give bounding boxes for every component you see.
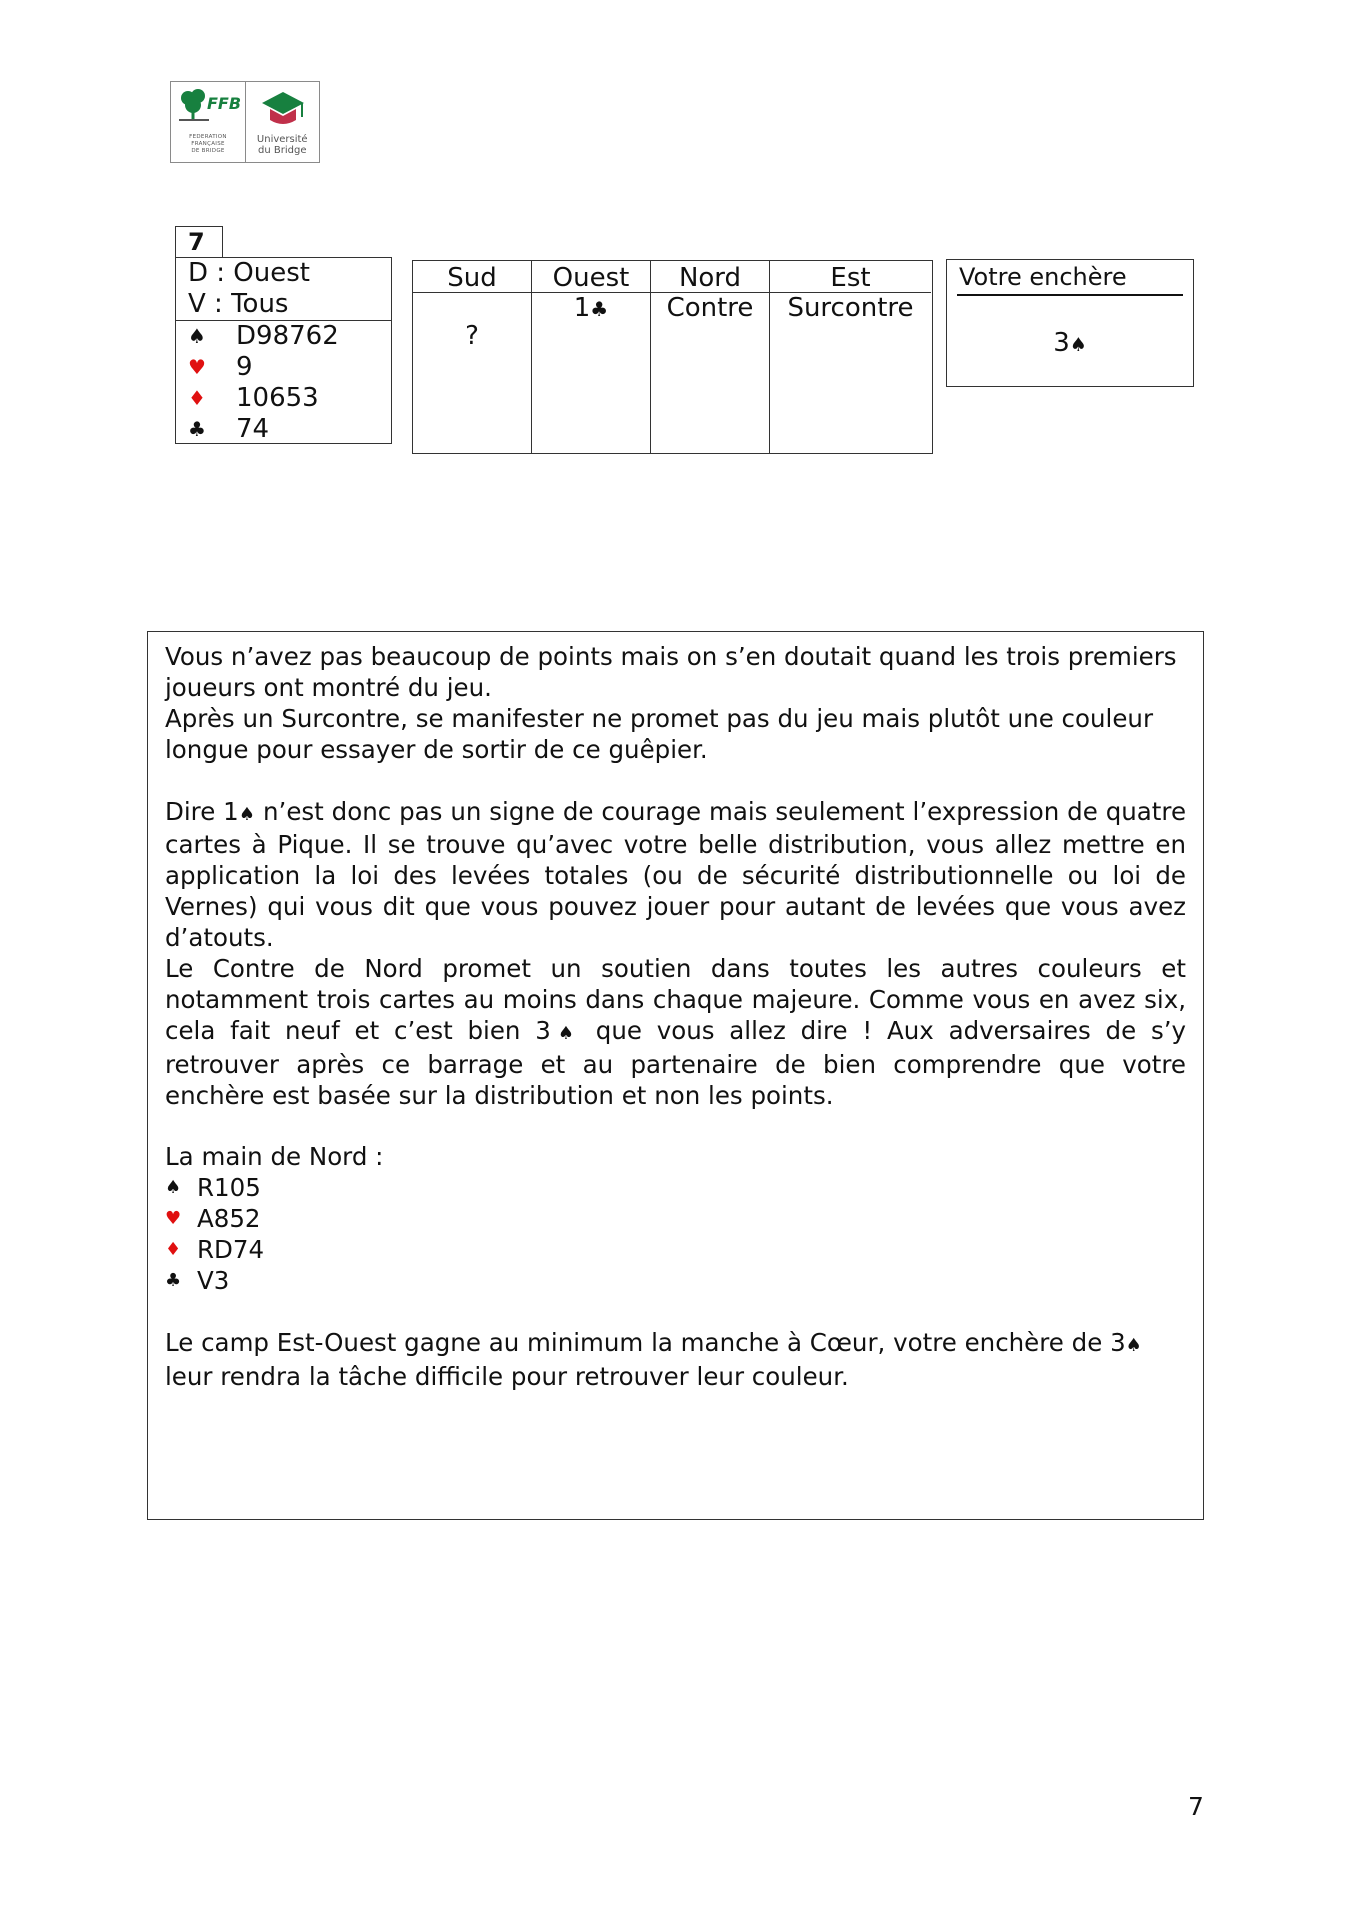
- ffb-logo: [170, 81, 320, 163]
- club-icon: ♣: [188, 417, 206, 441]
- universite-text: [246, 134, 320, 156]
- votre-enchere-title: Votre enchère: [959, 263, 1127, 291]
- south-hand-box: [175, 257, 392, 444]
- nord-hand-row: [165, 1204, 1186, 1235]
- hand-row-hearts: [176, 352, 391, 383]
- bid-ouest-level: 1: [573, 293, 591, 323]
- bid-nord: Contre: [666, 293, 754, 323]
- page-number: 7: [1188, 1792, 1204, 1821]
- bid-header-est: Est: [770, 261, 931, 293]
- hand-cards: [176, 321, 391, 445]
- ffb-logo-right: [245, 82, 320, 162]
- graduation-cap-icon: [260, 90, 306, 130]
- heart-icon: ♥: [188, 355, 206, 379]
- nord-heart-cards: A852: [197, 1204, 261, 1234]
- nord-hand-row: [165, 1266, 1186, 1297]
- hand-row-diamonds: [176, 383, 391, 414]
- heart-icon: ♥: [165, 1208, 182, 1230]
- heart-cards: 9: [236, 352, 253, 382]
- bid-column-ouest: [531, 261, 650, 453]
- federation-line: FEDERATION: [189, 134, 227, 140]
- text-run: Le camp Est-Ouest gagne au minimum la manche à Cœur, votre enchère de 3: [165, 1327, 1126, 1357]
- explanation-paragraph: [165, 1328, 1186, 1393]
- text-run: Le Contre de Nord promet un soutien dans toutes les autres couleurs et notamment trois cartes au moins dans chaque majeure. Comme vous en avez six, cela fait neuf et c’est bien 3: [165, 954, 1186, 1045]
- spade-cards: D98762: [236, 321, 339, 351]
- club-icon: ♣: [165, 1270, 182, 1292]
- spade-icon: ♠: [188, 324, 206, 348]
- ffb-brand-text: FFB: [207, 94, 242, 113]
- nord-hand-title: La main de Nord :: [165, 1142, 384, 1172]
- bid-column-sud: [413, 261, 531, 453]
- diamond-icon: ♦: [165, 1239, 182, 1261]
- spade-icon: ♠: [238, 803, 256, 825]
- explanation-paragraph: Après un Surcontre, se manifester ne promet pas du jeu mais plutôt une couleur longue pour essayer de sortir de ce guêpier.: [165, 703, 1154, 764]
- deal-info: [176, 258, 391, 321]
- hand-row-clubs: [176, 414, 391, 445]
- bid-column-nord: [650, 261, 769, 453]
- explanation-paragraph: [165, 954, 1186, 1112]
- nord-hand-row: [165, 1235, 1186, 1266]
- explanation-paragraph: Vous n’avez pas beaucoup de points mais on s’en doutait quand les trois premiers joueurs ont montré du jeu.: [165, 642, 1177, 702]
- diamond-icon: ♦: [188, 386, 206, 410]
- bid-sud: ?: [465, 321, 479, 351]
- spade-icon: ♠: [1125, 1334, 1142, 1356]
- federation-line: FRANÇAISE: [191, 141, 225, 147]
- text-run: Dire 1: [165, 796, 239, 826]
- nord-club-cards: V3: [197, 1266, 230, 1296]
- bid-header-sud: Sud: [413, 261, 531, 293]
- federation-text: [174, 134, 242, 155]
- nord-spade-cards: R105: [197, 1173, 261, 1203]
- explanation-paragraph: [165, 797, 1186, 955]
- universite-line: du Bridge: [258, 145, 307, 156]
- bid-ouest: [532, 293, 650, 325]
- answer-level: 3: [1053, 328, 1070, 358]
- hand-row-spades: [176, 321, 391, 352]
- tree-icon: [179, 88, 209, 124]
- bid-header-nord: Nord: [651, 261, 769, 293]
- text-run: leur rendra la tâche difficile pour retrouver leur couleur.: [165, 1361, 849, 1391]
- spade-icon: ♠: [1069, 334, 1087, 356]
- nord-diamond-cards: RD74: [197, 1235, 265, 1265]
- bid-est: Surcontre: [787, 293, 914, 323]
- dealer-text: D : Ouest: [188, 258, 310, 288]
- bid-header-ouest: Ouest: [532, 261, 650, 293]
- board-number: 7: [175, 226, 223, 258]
- vulnerability-text: V : Tous: [188, 289, 289, 319]
- text-run: n’est donc pas un signe de courage mais seulement l’expression de quatre cartes à Pique. Il se trouve qu’avec votre belle distribution, vous allez mettre en application la loi des levées totales (ou de sécurité distributionnelle ou loi de Vernes) qui vous dit que vous pouvez jouer pour autant de levées que vous avez d’atouts.: [165, 796, 1187, 953]
- nord-hand-row: [165, 1173, 1186, 1204]
- club-cards: 74: [236, 414, 270, 444]
- spade-icon: ♠: [550, 1022, 581, 1044]
- universite-line: Université: [256, 134, 308, 145]
- bidding-table: [412, 260, 933, 454]
- text-run: que vous allez dire ! Aux adversaires de s’y retrouver après ce barrage et au partenaire de bien comprendre que votre enchère est basée sur la distribution et non les points.: [165, 1015, 1186, 1110]
- votre-enchere-box: [946, 259, 1194, 387]
- spade-icon: ♠: [165, 1177, 182, 1199]
- club-icon: ♣: [590, 297, 609, 321]
- bid-column-est: [769, 261, 931, 453]
- ffb-logo-left: [171, 82, 245, 162]
- explanation-box: [147, 631, 1204, 1520]
- diamond-cards: 10653: [236, 383, 319, 413]
- votre-enchere-answer: [947, 328, 1193, 360]
- answer-line: [957, 294, 1183, 296]
- federation-line: DE BRIDGE: [191, 148, 225, 154]
